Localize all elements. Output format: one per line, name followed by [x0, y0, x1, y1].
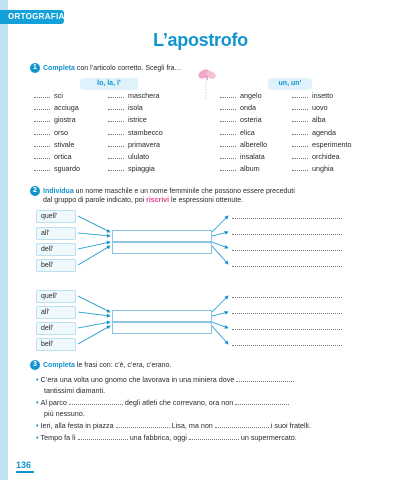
column-1 [34, 90, 80, 175]
answer-blank[interactable] [78, 433, 128, 440]
word-row: agenda [292, 127, 352, 139]
answer-line[interactable] [232, 234, 342, 235]
word-row: isola [108, 102, 163, 114]
answer-blank[interactable] [292, 103, 308, 110]
word-row: onda [220, 102, 267, 114]
answer-blank[interactable] [34, 152, 50, 159]
sentence-2: • Al parco degli atleti che correvano, ora non più nessuno. [36, 397, 289, 419]
answer-box-masculine[interactable] [112, 230, 212, 242]
page-number-underline [16, 471, 34, 473]
exercise-2-instruction: Individua un nome maschile e un nome femminile che possono essere preceduti dal gruppo di parole indicato, poi riscrivi le espressioni ottenute. [43, 188, 295, 204]
word-row: ortica [34, 151, 80, 163]
word-row: alberello [220, 139, 267, 151]
exercise-3-instruction: Completa le frasi con: c’è, c’era, c’erano. [43, 362, 172, 369]
answer-line[interactable] [232, 218, 342, 219]
word-row: alba [292, 114, 352, 126]
answer-blank[interactable] [34, 103, 50, 110]
word-row: primavera [108, 139, 163, 151]
exercise-1-instruction [43, 64, 182, 73]
prefix-box: bell’ [36, 259, 76, 272]
answer-blank[interactable] [108, 140, 124, 147]
prefix-box: quell’ [36, 290, 76, 303]
answer-blank[interactable] [34, 115, 50, 122]
answer-blank[interactable] [108, 103, 124, 110]
answer-blank[interactable] [220, 140, 236, 147]
answer-blank[interactable] [236, 375, 294, 382]
answer-blank[interactable] [116, 421, 170, 428]
answer-line[interactable] [232, 250, 342, 251]
word-row: orso [34, 127, 80, 139]
answer-box-feminine[interactable] [112, 322, 212, 334]
answer-blank[interactable] [292, 140, 308, 147]
answer-blank[interactable] [220, 91, 236, 98]
answer-blank[interactable] [108, 164, 124, 171]
exercise-1-number: 1 [30, 63, 40, 73]
prefix-box: quell’ [36, 210, 76, 223]
answer-blank[interactable] [34, 91, 50, 98]
page-title: L’apostrofo [153, 30, 248, 50]
section-tag: ORTOGRAFIA [0, 10, 64, 24]
sentence-3: • Ieri, alla festa in piazza Lisa, ma non i suoi fratelli. [36, 421, 311, 430]
answer-blank[interactable] [292, 115, 308, 122]
word-row: elica [220, 127, 267, 139]
prefix-box: all’ [36, 306, 76, 319]
column-4 [292, 90, 352, 175]
answer-blank[interactable] [292, 152, 308, 159]
pill-articles-lo-la: lo, la, l’ [80, 78, 138, 90]
side-strip [0, 0, 8, 480]
answer-blank[interactable] [235, 398, 289, 405]
butterfly-icon [196, 66, 218, 102]
pill-articles-un: un, un’ [268, 78, 312, 90]
column-2 [108, 90, 163, 175]
page-number: 136 [16, 460, 32, 470]
answer-line[interactable] [232, 313, 342, 314]
word-row: unghia [292, 163, 352, 175]
answer-blank[interactable] [34, 128, 50, 135]
sentence-1: • C’era una volta uno gnomo che lavorava in una miniera dove tantissimi diamanti. [36, 374, 294, 396]
answer-blank[interactable] [220, 115, 236, 122]
answer-blank[interactable] [292, 128, 308, 135]
word-row: acciuga [34, 102, 80, 114]
word-row: insalata [220, 151, 267, 163]
answer-blank[interactable] [220, 152, 236, 159]
word-row: stivale [34, 139, 80, 151]
answer-blank[interactable] [220, 164, 236, 171]
answer-blank[interactable] [189, 433, 239, 440]
exercise-1-text: con l’articolo corretto. Scegli fra… [74, 65, 182, 72]
answer-box-feminine[interactable] [112, 242, 212, 254]
prefix-box: dell’ [36, 243, 76, 256]
word-row: orchidea [292, 151, 352, 163]
answer-blank[interactable] [292, 91, 308, 98]
answer-blank[interactable] [108, 128, 124, 135]
answer-blank[interactable] [34, 140, 50, 147]
sentence-4: • Tempo fa lì una fabbrica, oggi un supermercato. [36, 433, 297, 442]
word-row: insetto [292, 90, 352, 102]
word-row: stambecco [108, 127, 163, 139]
prefix-box: all’ [36, 227, 76, 240]
answer-blank[interactable] [215, 421, 269, 428]
answer-line[interactable] [232, 329, 342, 330]
answer-blank[interactable] [220, 128, 236, 135]
answer-blank[interactable] [108, 115, 124, 122]
answer-line[interactable] [232, 297, 342, 298]
answer-blank[interactable] [220, 103, 236, 110]
column-3 [220, 90, 267, 175]
answer-blank[interactable] [108, 152, 124, 159]
word-row: giostra [34, 114, 80, 126]
word-row: ululato [108, 151, 163, 163]
exercise-3-number: 3 [30, 360, 40, 370]
word-row: sci [34, 90, 80, 102]
word-row: istrice [108, 114, 163, 126]
answer-blank[interactable] [34, 164, 50, 171]
answer-blank[interactable] [69, 398, 123, 405]
exercise-2-number: 2 [30, 186, 40, 196]
prefix-box: dell’ [36, 322, 76, 335]
word-row: esperimento [292, 139, 352, 151]
exercise-1-verb: Completa [43, 65, 75, 72]
word-row: spiaggia [108, 163, 163, 175]
prefix-box: bell’ [36, 338, 76, 351]
answer-box-masculine[interactable] [112, 310, 212, 322]
answer-blank[interactable] [292, 164, 308, 171]
word-row: osteria [220, 114, 267, 126]
word-row: sguardo [34, 163, 80, 175]
answer-blank[interactable] [108, 91, 124, 98]
answer-line[interactable] [232, 345, 342, 346]
word-row: album [220, 163, 267, 175]
answer-line[interactable] [232, 266, 342, 267]
word-row: maschera [108, 90, 163, 102]
word-row: uovo [292, 102, 352, 114]
word-row: angelo [220, 90, 267, 102]
